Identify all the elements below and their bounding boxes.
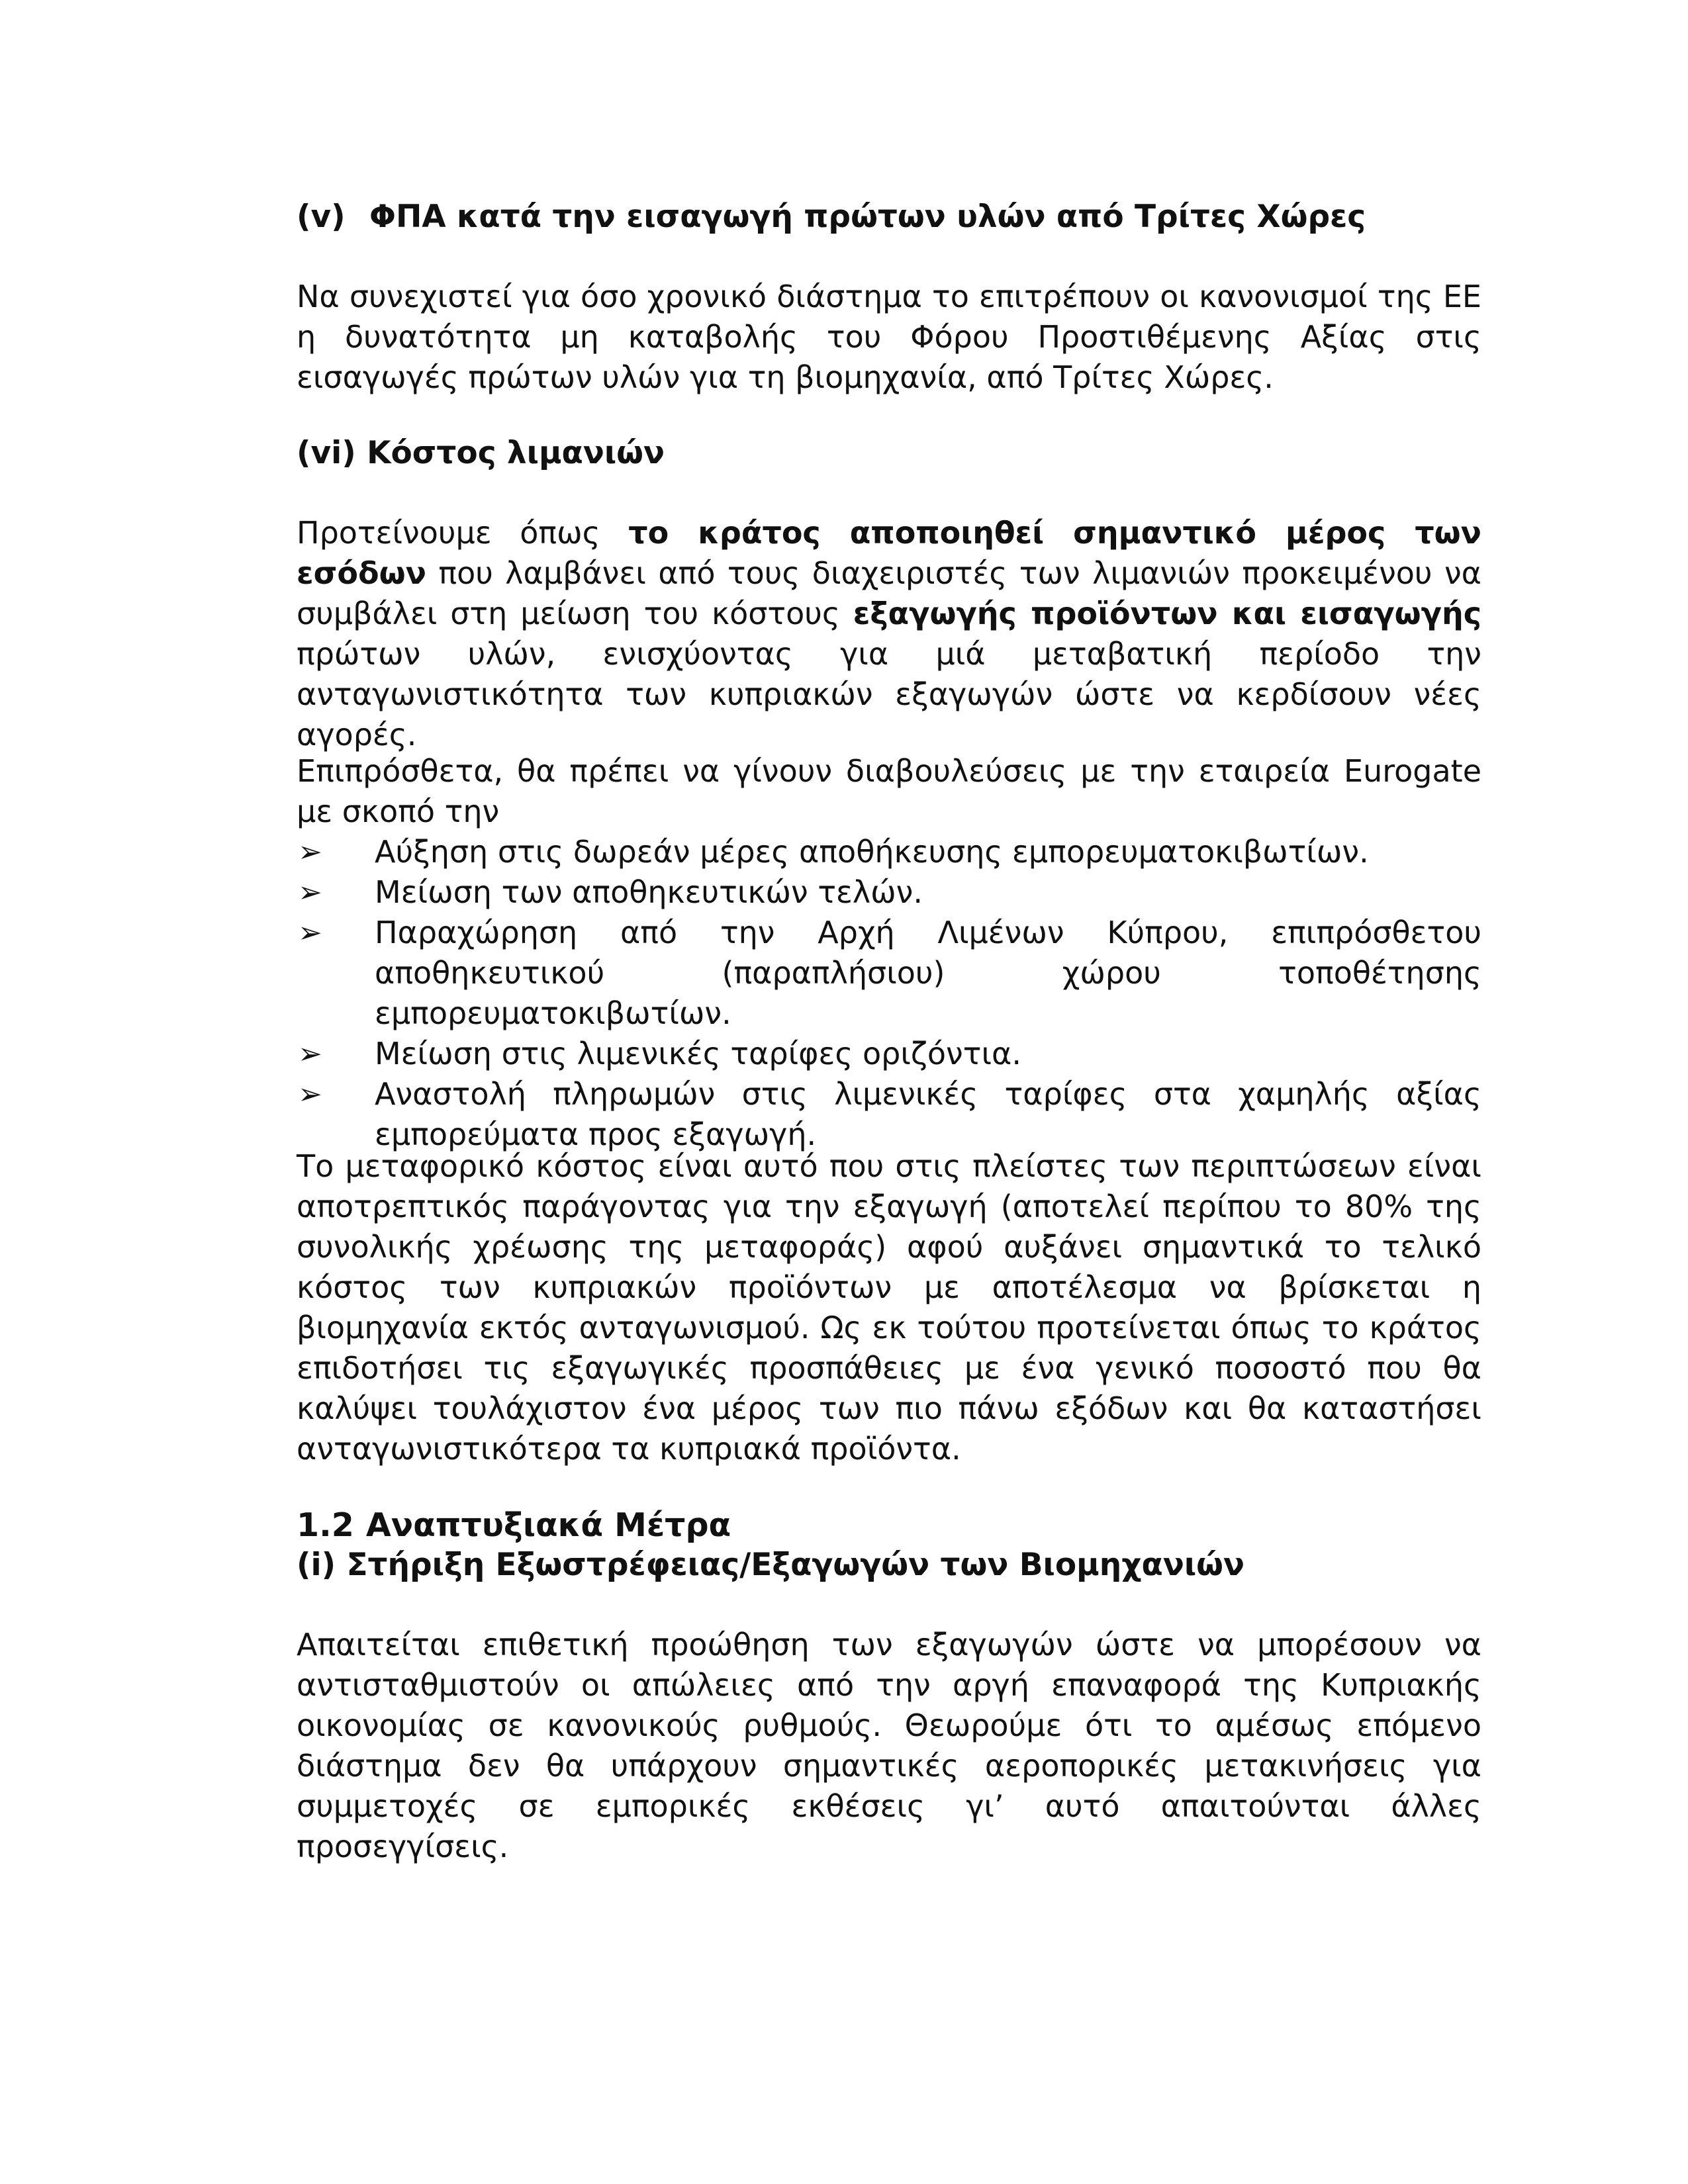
section-v-heading <box>297 197 1481 237</box>
list-item <box>297 1074 1481 1155</box>
section-1-2-title: Αναπτυξιακά Μέτρα <box>365 1506 731 1544</box>
section-1-2-heading <box>297 1506 1481 1545</box>
section-v-paragraph: Να συνεχιστεί για όσο χρονικό διάστημα το επιτρέπουν οι κανονισμοί της ΕΕ η δυνατότητα μη καταβολής του Φόρου Προστιθέμενης Αξίας στις εισαγωγές πρώτων υλών για τη βιομηχανία, από Τρίτες Χώρες. <box>297 279 1481 395</box>
subsection-i-number: (i) <box>297 1547 336 1583</box>
section-vi-title: Κόστος λιμανιών <box>367 435 665 471</box>
list-item <box>297 913 1481 1034</box>
p1-bold-1: το κράτος αποποιηθεί σημαντικό μέρος των εσόδων <box>297 515 1481 591</box>
arrow-bullet-icon: ➢ <box>298 1077 322 1111</box>
list-item-text: Μείωση των αποθηκευτικών τελών. <box>375 874 923 910</box>
section-1-2-subheading <box>297 1545 1481 1585</box>
p1-bold-2: εξαγωγής προϊόντων και εισαγωγής <box>853 596 1481 631</box>
p1-text-2: που λαμβάνει από τους διαχειριστές των λιμανιών προκειμένου να συμβάλει στη μείωση του κόστους <box>297 555 1481 631</box>
arrow-bullet-icon: ➢ <box>298 835 322 869</box>
list-item-text: Παραχώρηση από την Αρχή Λιμένων Κύπρου, επιπρόσθετου αποθηκευτικού (παραπλήσιου) χώρου τοποθέτησης εμπορευματοκιβωτίων. <box>375 915 1481 1031</box>
list-item-text: Μείωση στις λιμενικές ταρίφες οριζόντια. <box>375 1036 1021 1071</box>
arrow-bullet-icon: ➢ <box>298 1037 322 1071</box>
eurogate-bullet-list <box>297 832 1481 1155</box>
list-item-text: Αύξηση στις δωρεάν μέρες αποθήκευσης εμπορευματοκιβωτίων. <box>375 834 1369 870</box>
section-v-title: ΦΠΑ κατά την εισαγωγή πρώτων υλών από Τρίτες Χώρες <box>369 199 1366 235</box>
list-item <box>297 1034 1481 1074</box>
p1-text-3: πρώτων υλών, ενισχύοντας για μιά μεταβατική περίοδο την ανταγωνιστικότητα των κυπριακών εξαγωγών ώστε να κερδίσουν νέες αγορές. <box>297 636 1481 752</box>
arrow-bullet-icon: ➢ <box>298 876 322 909</box>
section-1-2-paragraph: Απαιτείται επιθετική προώθηση των εξαγωγών ώστε να μπορέσουν να αντισταθμιστούν οι απώλειες από την αργή επαναφορά της Κυπριακής οικονομίας σε κανονικούς ρυθμούς. Θεωρούμε ότι το αμέσως επόμενο διάστημα δεν θα υπάρχουν σημαντικές αεροπορικές μετακινήσεις για συμμετοχές σε εμπορικές εκθέσεις γι’ αυτό απαιτούνται άλλες προσεγγίσεις. <box>297 1627 1481 1864</box>
list-item-text: Αναστολή πληρωμών στις λιμενικές ταρίφες στα χαμηλής αξίας εμπορεύματα προς εξαγωγή. <box>375 1076 1481 1152</box>
section-1-2-number: 1.2 <box>297 1506 354 1544</box>
section-v-number: (v) <box>297 199 346 235</box>
section-vi-number: (vi) <box>297 435 356 471</box>
list-item <box>297 832 1481 872</box>
list-item <box>297 872 1481 913</box>
eurogate-intro: Επιπρόσθετα, θα πρέπει να γίνουν διαβουλεύσεις με την εταιρεία Eurogate με σκοπό την <box>297 753 1481 829</box>
arrow-bullet-icon: ➢ <box>298 916 322 950</box>
section-vi-paragraph-1 <box>297 513 1481 755</box>
p1-text-1: Προτείνουμε όπως <box>297 515 629 551</box>
section-vi-heading <box>297 433 1481 473</box>
section-vi-paragraph-2: Το μεταφορικό κόστος είναι αυτό που στις πλείστες των περιπτώσεων είναι αποτρεπτικός παράγοντας για την εξαγωγή (αποτελεί περίπου το 80% της συνολικής χρέωσης της μεταφοράς) αφού αυξάνει σημαντικά το τελικό κόστος των κυπριακών προϊόντων με αποτέλεσμα να βρίσκεται η βιομηχανία εκτός ανταγωνισμού. Ως εκ τούτου προτείνεται όπως το κράτος επιδοτήσει τις εξαγωγικές προσπάθειες με ένα γενικό ποσοστό που θα καλύψει τουλάχιστον ένα μέρος των πιο πάνω εξόδων και θα καταστήσει ανταγωνιστικότερα τα κυπριακά προϊόντα. <box>297 1148 1481 1467</box>
subsection-i-title: Στήριξη Εξωστρέφειας/Εξαγωγών των Βιομηχανιών <box>346 1547 1245 1583</box>
